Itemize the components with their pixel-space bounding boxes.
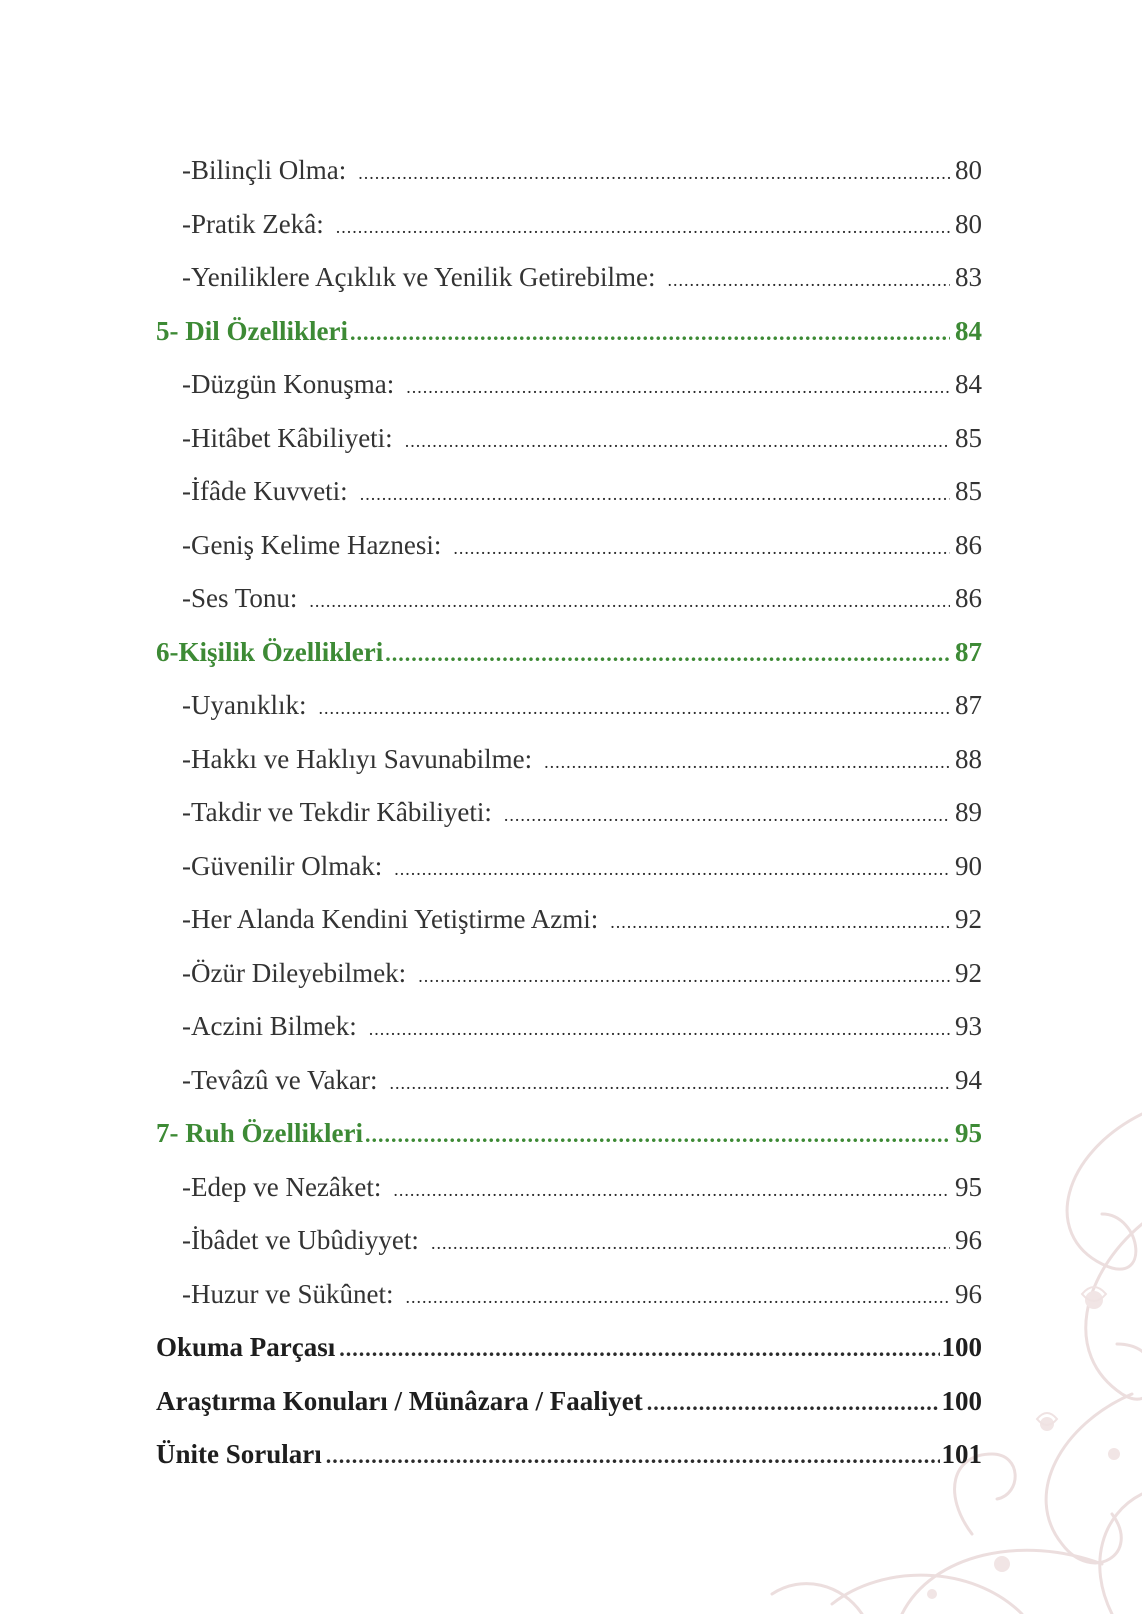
toc-page-number: 84: [955, 315, 982, 346]
toc-entry[interactable]: [156, 358, 982, 412]
toc-page-number: 87: [955, 690, 982, 720]
toc-entry-label: -Tevâzû ve Vakar:: [182, 1064, 378, 1095]
toc-entry-label: -Yeniliklere Açıklık ve Yenilik Getirebilme:: [182, 262, 656, 292]
toc-entry-label: -Hakkı ve Haklıyı Savunabilme:: [182, 743, 533, 774]
dot-leader: [365, 1108, 950, 1162]
toc-entry-label: -İbâdet ve Ubûdiyyet:: [182, 1225, 419, 1255]
toc-entry[interactable]: [156, 1268, 982, 1322]
dot-leader: [394, 843, 950, 897]
toc-page-number: 100: [941, 1332, 982, 1362]
dot-leader: [369, 1003, 950, 1057]
toc-entry-label: 6-Kişilik Özellikleri: [156, 636, 384, 667]
dot-leader: [385, 627, 950, 681]
toc-entry-label: Ünite Soruları: [156, 1439, 322, 1469]
dot-leader: [504, 789, 950, 843]
toc-page-number: 95: [955, 1118, 982, 1148]
toc-page-number: 84: [955, 369, 982, 399]
toc-page-number: 85: [955, 422, 982, 453]
toc-main-entry[interactable]: [156, 1375, 982, 1429]
toc-entry[interactable]: [156, 786, 982, 840]
toc-page-number: 96: [955, 1278, 982, 1309]
toc-page-number: 86: [955, 529, 982, 560]
toc-page-number: 92: [955, 957, 982, 988]
toc-page-number: 88: [955, 743, 982, 774]
dot-leader: [406, 361, 950, 415]
dot-leader: [544, 736, 950, 790]
toc-entry-label: -Edep ve Nezâket:: [182, 1171, 382, 1202]
toc-entry-label: -Uyanıklık:: [182, 690, 307, 720]
toc-page-number: 85: [955, 476, 982, 506]
toc-entry-label: -Pratik Zekâ:: [182, 208, 324, 239]
dot-leader: [418, 950, 950, 1004]
toc-entry[interactable]: [156, 947, 982, 1001]
dot-leader: [309, 575, 950, 629]
toc-page-number: 90: [955, 850, 982, 881]
dot-leader: [326, 1429, 940, 1483]
toc-entry[interactable]: [156, 251, 982, 305]
dot-leader: [647, 1376, 940, 1430]
toc-page-number: 92: [955, 904, 982, 934]
dot-leader: [405, 415, 950, 469]
toc-entry[interactable]: [156, 572, 982, 626]
toc-entry-label: -Bilinçli Olma:: [182, 155, 347, 185]
toc-page-number: 89: [955, 797, 982, 827]
toc-entry[interactable]: [156, 144, 982, 198]
dot-leader: [360, 468, 950, 522]
toc-entry[interactable]: [156, 1000, 982, 1054]
dot-leader: [390, 1057, 950, 1111]
dot-leader: [318, 682, 950, 736]
toc-entry-label: -Her Alanda Kendini Yetiştirme Azmi:: [182, 904, 599, 934]
toc-entry[interactable]: [156, 465, 982, 519]
toc-entry[interactable]: [156, 198, 982, 252]
toc-entry-label: -Güvenilir Olmak:: [182, 850, 383, 881]
toc-entry[interactable]: [156, 1054, 982, 1108]
toc-entry-label: -Aczini Bilmek:: [182, 1011, 357, 1041]
toc-page-number: 83: [955, 262, 982, 292]
dot-leader: [610, 896, 950, 950]
toc-entry-label: -Hitâbet Kâbiliyeti:: [182, 422, 393, 453]
dot-leader: [405, 1271, 950, 1325]
toc-entry-label: -Ses Tonu:: [182, 583, 298, 613]
toc-entry[interactable]: [156, 893, 982, 947]
toc-entry-label: -Düzgün Konuşma:: [182, 369, 395, 399]
toc-entry[interactable]: [156, 519, 982, 573]
toc-page-number: 93: [955, 1011, 982, 1041]
toc-section-entry[interactable]: [156, 1107, 982, 1161]
toc-section-entry[interactable]: [156, 626, 982, 680]
dot-leader: [393, 1164, 950, 1218]
toc-entry[interactable]: [156, 412, 982, 466]
toc-page-number: 87: [955, 636, 982, 667]
toc-page-number: 80: [955, 208, 982, 239]
toc-page-number: 100: [941, 1385, 982, 1416]
toc-section-entry[interactable]: [156, 305, 982, 359]
toc-entry[interactable]: [156, 679, 982, 733]
toc-entry-label: 5- Dil Özellikleri: [156, 315, 348, 346]
dot-leader: [336, 201, 950, 255]
toc-entry-label: Araştırma Konuları / Münâzara / Faaliyet: [156, 1385, 643, 1416]
dot-leader: [350, 306, 950, 360]
toc-entry[interactable]: [156, 1161, 982, 1215]
toc-page-number: 94: [955, 1064, 982, 1095]
toc-entry-label: 7- Ruh Özellikleri: [156, 1118, 363, 1148]
toc-entry-label: -Huzur ve Sükûnet:: [182, 1278, 394, 1309]
toc-entry[interactable]: [156, 1214, 982, 1268]
dot-leader: [453, 522, 950, 576]
toc-entry[interactable]: [156, 733, 982, 787]
toc-entry-label: -İfâde Kuvveti:: [182, 476, 348, 506]
toc-entry-label: Okuma Parçası: [156, 1332, 336, 1362]
toc-page-number: 101: [941, 1439, 982, 1469]
toc-entry-label: -Takdir ve Tekdir Kâbiliyeti:: [182, 797, 492, 827]
toc-entry[interactable]: [156, 840, 982, 894]
toc-entry-label: -Özür Dileyebilmek:: [182, 957, 407, 988]
dot-leader: [667, 254, 950, 308]
dot-leader: [431, 1217, 950, 1271]
toc-entry-label: -Geniş Kelime Haznesi:: [182, 529, 442, 560]
table-of-contents: [156, 144, 982, 1482]
toc-page-number: 80: [955, 155, 982, 185]
toc-main-entry[interactable]: [156, 1428, 982, 1482]
dot-leader: [358, 147, 950, 201]
toc-main-entry[interactable]: [156, 1321, 982, 1375]
dot-leader: [339, 1322, 939, 1376]
toc-page-number: 86: [955, 583, 982, 613]
toc-page-number: 95: [955, 1171, 982, 1202]
toc-page-number: 96: [955, 1225, 982, 1255]
